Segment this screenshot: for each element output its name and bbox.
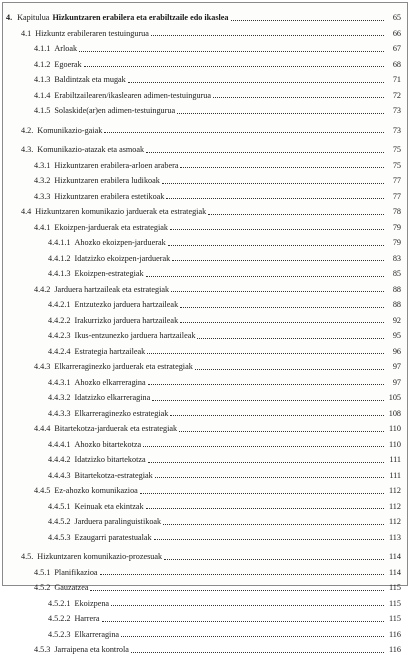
toc-entry-title: Ekoizpena bbox=[74, 598, 110, 608]
toc-entry-number: 4.4.2 bbox=[34, 284, 51, 294]
toc-chapter-heading[interactable] bbox=[3, 7, 407, 23]
document-page bbox=[2, 2, 408, 655]
toc-entry-number: 4.2. bbox=[21, 125, 34, 135]
toc-entry-title: Keinuak eta ekintzak bbox=[74, 501, 144, 511]
toc-entry-number: 4.4.3.1 bbox=[48, 377, 71, 387]
toc-entry-number: 4.4.1.2 bbox=[48, 253, 71, 263]
toc-entry-number: 4.4.1.1 bbox=[48, 238, 71, 248]
dot-leader bbox=[148, 384, 384, 385]
toc-entry-number: 4.4.1 bbox=[34, 222, 51, 232]
toc-entry-page-number: 75 bbox=[392, 160, 401, 170]
toc-entry-title: Ikus-entzunezko jarduera hartzaileak bbox=[74, 331, 196, 341]
dot-leader bbox=[131, 652, 384, 653]
dot-leader bbox=[146, 508, 384, 509]
toc-entry-page-number: 78 bbox=[392, 207, 401, 217]
toc-entry-number: 4.5.3 bbox=[34, 645, 51, 655]
dot-leader bbox=[180, 307, 384, 308]
toc-entry[interactable] bbox=[3, 155, 407, 171]
dot-leader bbox=[195, 369, 384, 370]
toc-entry-number: 4.3.1 bbox=[34, 160, 51, 170]
dot-leader bbox=[197, 338, 384, 339]
toc-entry[interactable] bbox=[3, 279, 407, 295]
toc-entry-title: Planifikazioa bbox=[54, 567, 98, 577]
toc-entry-title: Komunikazio-atazak eta asmoak bbox=[37, 145, 145, 155]
toc-entry[interactable] bbox=[3, 139, 407, 155]
toc-entry-page-number: 112 bbox=[389, 501, 401, 511]
toc-entry-page-number: 88 bbox=[392, 284, 401, 294]
toc-entry-page-number: 66 bbox=[392, 28, 401, 38]
toc-entry-page-number: 77 bbox=[392, 176, 401, 186]
toc-entry-title: Hizkuntzaren erabilera-arloen arabera bbox=[54, 160, 179, 170]
toc-entry-number: 4.5.2 bbox=[34, 583, 51, 593]
toc-entry-number: 4.4.4 bbox=[34, 424, 51, 434]
toc-entry-page-number: 110 bbox=[389, 439, 401, 449]
dot-leader bbox=[166, 198, 384, 199]
toc-entry[interactable] bbox=[3, 387, 407, 403]
toc-entry-number: 4.1.2 bbox=[34, 59, 51, 69]
toc-entry[interactable] bbox=[3, 217, 407, 233]
dot-leader bbox=[154, 539, 384, 540]
toc-entry-title: Entzutezko jarduera hartzaileak bbox=[74, 300, 179, 310]
toc-entry-title: Baldintzak eta mugak bbox=[54, 75, 126, 85]
dot-leader bbox=[155, 477, 384, 478]
toc-entry-title: Bitartekotza-estrategiak bbox=[74, 470, 153, 480]
dot-leader bbox=[151, 35, 384, 36]
toc-entry[interactable] bbox=[3, 356, 407, 372]
chapter-prefix: Kapitulua bbox=[17, 13, 50, 23]
toc-entry-number: 4.4.2.2 bbox=[48, 315, 71, 325]
toc-entry-page-number: 79 bbox=[392, 238, 401, 248]
toc-entry-title: Hizkuntzaren erabilera estetikoak bbox=[54, 191, 165, 201]
toc-entry-title: Jarduera hartzaileak eta estrategiak bbox=[54, 284, 170, 294]
toc-entry-title: Arloak bbox=[54, 44, 78, 54]
toc-entry-title: Harrera bbox=[74, 614, 100, 624]
toc-entry-number: 4.4.5.3 bbox=[48, 532, 71, 542]
dot-leader bbox=[177, 113, 384, 114]
dot-leader bbox=[143, 446, 384, 447]
toc-entry-number: 4.5.2.3 bbox=[48, 629, 71, 639]
dot-leader bbox=[170, 229, 384, 230]
toc-entry-page-number: 111 bbox=[389, 455, 401, 465]
dot-leader bbox=[79, 51, 384, 52]
toc-entry-number: 4.1.1 bbox=[34, 44, 51, 54]
toc-entry[interactable] bbox=[3, 263, 407, 279]
toc-entry[interactable] bbox=[3, 201, 407, 217]
toc-entry[interactable] bbox=[3, 624, 407, 640]
toc-entry-title: Ekoizpen-estrategiak bbox=[74, 269, 144, 279]
toc-entry-page-number: 116 bbox=[389, 645, 401, 655]
dot-leader bbox=[102, 621, 384, 622]
toc-entry-number: 4.4.4.3 bbox=[48, 470, 71, 480]
dot-leader bbox=[90, 590, 384, 591]
toc-entry-page-number: 79 bbox=[392, 222, 401, 232]
toc-entry-title: Komunikazio-gaiak bbox=[37, 125, 103, 135]
toc-entry-page-number: 67 bbox=[392, 44, 401, 54]
toc-entry[interactable] bbox=[3, 562, 407, 578]
dot-leader bbox=[164, 559, 384, 560]
dot-leader bbox=[180, 167, 384, 168]
toc-entry-title: Estrategia hartzaileak bbox=[74, 346, 146, 356]
toc-entry-title: Ekoizpen-jarduerak eta estrategiak bbox=[54, 222, 169, 232]
toc-entry-page-number: 73 bbox=[392, 125, 401, 135]
toc-entry[interactable] bbox=[3, 69, 407, 85]
chapter-number: 4. bbox=[6, 13, 13, 23]
chapter-title: Hizkuntzaren erabilera eta erabiltzaile edo ikaslea bbox=[52, 13, 229, 23]
toc-entry-number: 4.4.3.2 bbox=[48, 393, 71, 403]
toc-entry-title: Bitartekotza-jarduerak eta estrategiak bbox=[54, 424, 178, 434]
dot-leader bbox=[111, 605, 384, 606]
toc-entry[interactable] bbox=[3, 434, 407, 450]
toc-entry-number: 4.1 bbox=[21, 28, 32, 38]
toc-entry-number: 4.5.2.2 bbox=[48, 614, 71, 624]
toc-entry-title: Idatzizko bitartekotza bbox=[74, 455, 146, 465]
dot-leader bbox=[171, 291, 384, 292]
toc-entry-page-number: 97 bbox=[392, 377, 401, 387]
toc-entry-page-number: 73 bbox=[392, 106, 401, 116]
dot-leader bbox=[170, 415, 384, 416]
toc-entry[interactable] bbox=[3, 232, 407, 248]
toc-entry-page-number: 114 bbox=[389, 552, 401, 562]
toc-entry-number: 4.4.2.3 bbox=[48, 331, 71, 341]
chapter-page-number: 65 bbox=[392, 13, 401, 23]
toc-entry-number: 4.1.4 bbox=[34, 90, 51, 100]
toc-entry-page-number: 85 bbox=[392, 269, 401, 279]
toc-entry-title: Jarduera paralinguistikoak bbox=[74, 517, 162, 527]
dot-leader bbox=[231, 20, 384, 21]
toc-entry-page-number: 71 bbox=[392, 75, 401, 85]
toc-entry-page-number: 115 bbox=[389, 614, 401, 624]
toc-entry-number: 4.4 bbox=[21, 207, 32, 217]
toc-entry-page-number: 77 bbox=[392, 191, 401, 201]
toc-entry-number: 4.4.5 bbox=[34, 486, 51, 496]
dot-leader bbox=[100, 574, 384, 575]
toc-entry-title: Solaskide(ar)en adimen-testuingurua bbox=[54, 106, 176, 116]
toc-entry[interactable] bbox=[3, 248, 407, 264]
toc-entry-title: Hizkuntzaren erabilera ludikoak bbox=[54, 176, 160, 186]
toc-entry-page-number: 97 bbox=[392, 362, 401, 372]
toc-entry-number: 4.4.3 bbox=[34, 362, 51, 372]
toc-entry-title: Ez-ahozko komunikazioa bbox=[54, 486, 138, 496]
dot-leader bbox=[148, 462, 384, 463]
toc-entry[interactable] bbox=[3, 372, 407, 388]
toc-entry-title: Gauzatzea bbox=[54, 583, 89, 593]
toc-entry-number: 4.4.4.1 bbox=[48, 439, 71, 449]
toc-entry-page-number: 96 bbox=[392, 346, 401, 356]
toc-entry-title: Ahozko bitartekotza bbox=[74, 439, 142, 449]
toc-entry-number: 4.4.2.4 bbox=[48, 346, 71, 356]
dot-leader bbox=[152, 400, 384, 401]
toc-entry-title: Irakurrizko jarduera hartzaileak bbox=[74, 315, 179, 325]
toc-entry-page-number: 105 bbox=[388, 393, 401, 403]
toc-entry-page-number: 112 bbox=[389, 486, 401, 496]
toc-entry[interactable] bbox=[3, 120, 407, 136]
toc-entry-number: 4.4.4.2 bbox=[48, 455, 71, 465]
toc-entry-title: Jarraipena eta kontrola bbox=[54, 645, 129, 655]
toc-entry-number: 4.1.3 bbox=[34, 75, 51, 85]
toc-entry-title: Hizkuntzaren komunikazio jarduerak eta estrategiak bbox=[35, 207, 207, 217]
toc-entry-number: 4.3.3 bbox=[34, 191, 51, 201]
toc-entry[interactable] bbox=[3, 465, 407, 481]
toc-entry-title: Erabiltzailearen/ikaslearen adimen-testuingurua bbox=[54, 90, 212, 100]
toc-entry-title: Elkarreraginezko jarduerak eta estrategiak bbox=[54, 362, 193, 372]
toc-entry-number: 4.3. bbox=[21, 145, 34, 155]
toc-entry-title: Idatzizko elkarreragina bbox=[74, 393, 151, 403]
toc-entry-title: Idatzizko ekoizpen-jarduerak bbox=[74, 253, 171, 263]
toc-entry-number: 4.5. bbox=[21, 552, 34, 562]
toc-entry-title: Elkarreragina bbox=[74, 629, 120, 639]
toc-entry[interactable] bbox=[3, 418, 407, 434]
dot-leader bbox=[162, 183, 384, 184]
toc-entry[interactable] bbox=[3, 511, 407, 527]
toc-entry[interactable] bbox=[3, 449, 407, 465]
toc-entry[interactable] bbox=[3, 577, 407, 593]
toc-entry[interactable] bbox=[3, 170, 407, 186]
toc-entry-number: 4.4.5.2 bbox=[48, 517, 71, 527]
toc-entry-page-number: 88 bbox=[392, 300, 401, 310]
toc-entry[interactable] bbox=[3, 38, 407, 54]
toc-entry-page-number: 108 bbox=[388, 408, 401, 418]
table-of-contents bbox=[3, 7, 407, 655]
dot-leader bbox=[208, 214, 384, 215]
toc-entry-page-number: 115 bbox=[389, 598, 401, 608]
toc-entry-page-number: 114 bbox=[389, 567, 401, 577]
toc-entry-number: 4.4.2.1 bbox=[48, 300, 71, 310]
dot-leader bbox=[128, 82, 384, 83]
toc-entry-title: Hizkuntz erabileraren testuingurua bbox=[35, 28, 149, 38]
toc-entry-page-number: 68 bbox=[392, 59, 401, 69]
toc-entry-title: Hizkuntzaren komunikazio-prozesuak bbox=[37, 552, 163, 562]
toc-entry-page-number: 72 bbox=[392, 90, 401, 100]
toc-entry[interactable] bbox=[3, 593, 407, 609]
dot-leader bbox=[146, 276, 384, 277]
toc-entry-title: Ahozko elkarreragina bbox=[74, 377, 146, 387]
toc-entry-page-number: 92 bbox=[392, 315, 401, 325]
toc-entry[interactable] bbox=[3, 496, 407, 512]
dot-leader bbox=[84, 66, 384, 67]
dot-leader bbox=[168, 245, 384, 246]
toc-entry-title: Egoerak bbox=[54, 59, 82, 69]
toc-entry-title: Elkarreraginezko estrategiak bbox=[74, 408, 169, 418]
toc-entry-page-number: 95 bbox=[392, 331, 401, 341]
toc-entry[interactable] bbox=[3, 186, 407, 202]
dot-leader bbox=[180, 322, 384, 323]
dot-leader bbox=[140, 493, 384, 494]
toc-entry-page-number: 116 bbox=[389, 629, 401, 639]
dot-leader bbox=[147, 353, 384, 354]
toc-entry[interactable] bbox=[3, 639, 407, 655]
toc-entry-number: 4.1.5 bbox=[34, 106, 51, 116]
toc-entry-number: 4.4.1.3 bbox=[48, 269, 71, 279]
toc-entry-page-number: 115 bbox=[389, 583, 401, 593]
toc-entry-page-number: 113 bbox=[389, 532, 401, 542]
toc-entry-title: Ahozko ekoizpen-jarduerak bbox=[74, 238, 166, 248]
toc-entry[interactable] bbox=[3, 100, 407, 116]
toc-entries bbox=[3, 23, 407, 655]
toc-entry-number: 4.5.2.1 bbox=[48, 598, 71, 608]
dot-leader bbox=[163, 524, 384, 525]
toc-entry[interactable] bbox=[3, 527, 407, 543]
toc-entry-number: 4.4.5.1 bbox=[48, 501, 71, 511]
dot-leader bbox=[172, 260, 384, 261]
toc-entry-number: 4.5.1 bbox=[34, 567, 51, 577]
dot-leader bbox=[104, 132, 384, 133]
toc-entry[interactable] bbox=[3, 294, 407, 310]
toc-entry-number: 4.3.2 bbox=[34, 176, 51, 186]
dot-leader bbox=[213, 97, 384, 98]
dot-leader bbox=[146, 152, 384, 153]
toc-entry[interactable] bbox=[3, 403, 407, 419]
toc-entry-title: Ezaugarri paratestualak bbox=[74, 532, 152, 542]
toc-entry[interactable] bbox=[3, 480, 407, 496]
dot-leader bbox=[179, 431, 384, 432]
toc-entry-page-number: 112 bbox=[389, 517, 401, 527]
toc-entry-page-number: 110 bbox=[389, 424, 401, 434]
toc-entry[interactable] bbox=[3, 85, 407, 101]
toc-entry[interactable] bbox=[3, 325, 407, 341]
dot-leader bbox=[121, 636, 384, 637]
toc-entry-number: 4.4.3.3 bbox=[48, 408, 71, 418]
toc-entry[interactable] bbox=[3, 341, 407, 357]
toc-entry-page-number: 75 bbox=[392, 145, 401, 155]
toc-entry[interactable] bbox=[3, 23, 407, 39]
toc-entry[interactable] bbox=[3, 608, 407, 624]
toc-entry-page-number: 111 bbox=[389, 470, 401, 480]
toc-entry[interactable] bbox=[3, 54, 407, 70]
toc-entry[interactable] bbox=[3, 546, 407, 562]
toc-entry[interactable] bbox=[3, 310, 407, 326]
toc-entry-page-number: 83 bbox=[392, 253, 401, 263]
